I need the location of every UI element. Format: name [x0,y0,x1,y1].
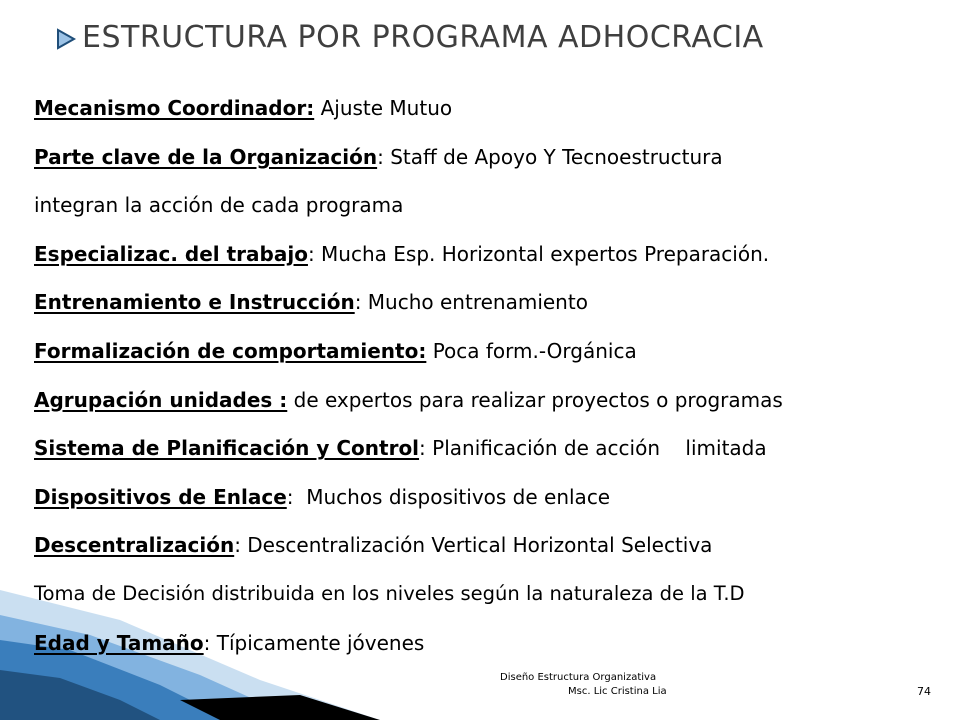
content-line-training [34,282,949,331]
content-line-decision-making [34,574,949,623]
line-label: Agrupación unidades : [34,387,288,412]
content-line-liaison-devices [34,477,949,526]
footer-author: Msc. Lic Cristina Lia [568,686,667,697]
slide-footer [500,671,667,699]
line-label: Parte clave de la Organización [34,144,378,169]
line-label: Formalización de comportamiento: [34,338,427,363]
line-text: : Staff de Apoyo Y Tecnoestructura [377,144,723,169]
content-line-age-size [34,623,949,672]
line-label: Sistema de Planificación y Control [34,436,420,461]
content-line-planning-control [34,428,949,477]
line-text: : Planificación de acción limitada [419,436,767,461]
line-label: Especializac. del trabajo [34,241,308,266]
line-text: Ajuste Mutuo [314,96,453,120]
line-text: : Mucho entrenamiento [354,290,588,315]
line-label: Edad y Tamaño [34,630,204,655]
slide-title: ESTRUCTURA POR PROGRAMA ADHOCRACIA [82,20,764,55]
line-label: Entrenamiento e Instrucción [34,290,355,315]
line-text: Poca form.-Orgánica [426,338,637,363]
line-label: Mecanismo Coordinador: [34,96,315,120]
content-line-unit-grouping [34,380,949,429]
line-text: integran la acción de cada programa [34,193,404,218]
line-text: : Mucha Esp. Horizontal expertos Preparación. [307,241,770,266]
page-number: 74 [917,685,931,698]
line-text: de expertos para realizar proyectos o programas [287,387,783,412]
line-label: Descentralización [34,533,235,558]
line-text: Toma de Decisión distribuida en los niveles según la naturaleza de la T.D [34,581,745,605]
content-line-formalization [34,331,949,380]
line-text: : Muchos dispositivos de enlace [286,484,611,509]
content-line-key-part [34,137,949,186]
content-line-work-specialization [34,234,949,283]
content-line-key-part-continued [34,185,949,234]
line-label: Dispositivos de Enlace [34,484,287,509]
footer-course-title: Diseño Estructura Organizativa [500,672,657,683]
line-text: : Típicamente jóvenes [203,630,425,655]
slide-content [34,88,949,671]
content-line-coordinating-mechanism [34,88,949,137]
line-text: : Descentralización Vertical Horizontal Selectiva [234,533,713,558]
content-line-decentralization [34,525,949,574]
